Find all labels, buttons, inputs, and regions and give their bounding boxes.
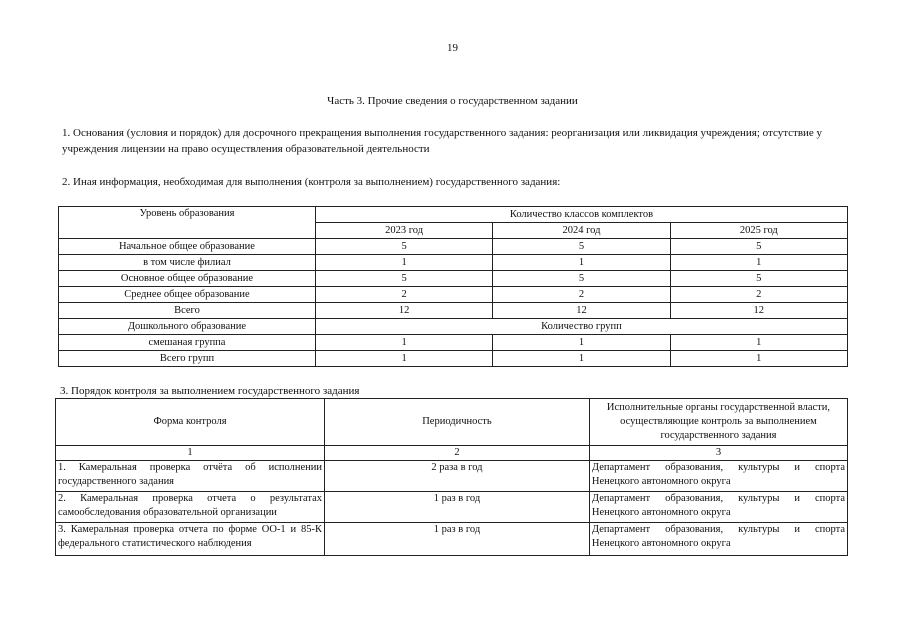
part-title: Часть 3. Прочие сведения о государственном задании [327,95,578,107]
control-form: 1. Камеральная проверка отчёта об исполнении государственного задания [56,461,325,492]
year-2024: 2024 год [493,223,670,239]
class-sets-table [58,206,848,367]
control-authority: Департамент образования, культуры и спорта Ненецкого автономного округа [589,523,847,556]
row-label: Начальное общее образование [59,239,316,255]
table-row [56,461,848,492]
page-number: 19 [447,42,458,54]
cell: 12 [670,303,847,319]
cell: 1 [670,351,847,367]
cell: 5 [670,271,847,287]
row-label: смешаная группа [59,335,316,351]
column-number: 3 [589,446,847,461]
control-period: 2 раза в год [325,461,590,492]
year-2025: 2025 год [670,223,847,239]
table-row [59,255,848,271]
classes-header: Количество классов комплектов [315,207,847,223]
table-row [59,303,848,319]
table-row [56,492,848,523]
other-info-heading: 2. Иная информация, необходимая для выполнения (контроля за выполнением) государственного задания: [62,176,561,188]
cell: 2 [670,287,847,303]
control-form: 3. Камеральная проверка отчета по форме ОО-1 и 85-К федерального статистического наблюдения [56,523,325,556]
cell: 12 [493,303,670,319]
table-row [59,351,848,367]
control-header-row [56,399,848,446]
column-number: 1 [56,446,325,461]
cell: 1 [493,335,670,351]
cell: 1 [493,255,670,271]
cell: 5 [315,239,492,255]
cell: 2 [315,287,492,303]
cell: 1 [315,255,492,271]
row-label: в том числе филиал [59,255,316,271]
table-header-row [59,207,848,223]
cell: 1 [670,335,847,351]
column-numbers-row [56,446,848,461]
preschool-header-row [59,319,848,335]
table-row [59,239,848,255]
cell: 5 [670,239,847,255]
cell: 12 [315,303,492,319]
table-row [59,335,848,351]
authority-header: Исполнительные органы государственной власти, осуществляющие контроль за выполнением государственного задания [589,399,847,446]
year-2023: 2023 год [315,223,492,239]
preschool-label: Дошкольного образование [59,319,316,335]
control-period: 1 раз в год [325,523,590,556]
row-label: Всего [59,303,316,319]
cell: 1 [493,351,670,367]
table-row [56,523,848,556]
control-form: 2. Камеральная проверка отчета о результатах самообследования образовательной организации [56,492,325,523]
column-number: 2 [325,446,590,461]
cell: 1 [670,255,847,271]
cell: 1 [315,335,492,351]
form-header: Форма контроля [56,399,325,446]
control-table [55,398,848,556]
termination-grounds-paragraph: 1. Основания (условия и порядок) для досрочного прекращения выполнения государственного задания: реорганизация или ликвидация учреждения; отсутствие у учреждения лицензии на право осуществления образовательной деятельности [62,127,823,155]
cell: 2 [493,287,670,303]
cell: 5 [493,239,670,255]
cell: 1 [315,351,492,367]
period-header: Периодичность [325,399,590,446]
table-row [59,271,848,287]
cell: 5 [493,271,670,287]
row-label: Среднее общее образование [59,287,316,303]
control-order-heading: 3. Порядок контроля за выполнением государственного задания [60,385,360,397]
control-authority: Департамент образования, культуры и спорта Ненецкого автономного округа [589,492,847,523]
row-label: Основное общее образование [59,271,316,287]
control-period: 1 раз в год [325,492,590,523]
row-label: Всего групп [59,351,316,367]
groups-header: Количество групп [315,319,847,335]
cell: 5 [315,271,492,287]
table-row [59,287,848,303]
level-header: Уровень образования [59,207,316,239]
control-authority: Департамент образования, культуры и спорта Ненецкого автономного округа [589,461,847,492]
